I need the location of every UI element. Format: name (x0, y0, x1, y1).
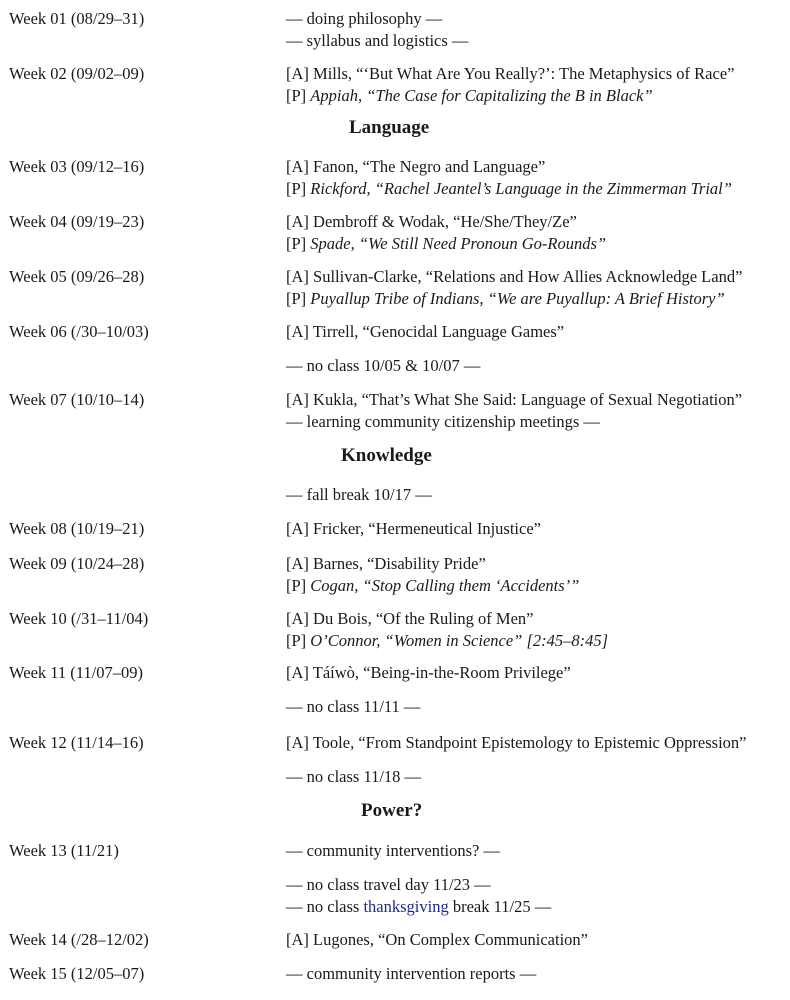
reading-prep: [P] Cogan, “Stop Calling them ‘Accidents’” (286, 576, 580, 595)
reading-assigned: [A] Lugones, “On Complex Communication” (286, 930, 588, 949)
week-label: Week 13 (11/21) (9, 841, 119, 860)
week-label: Week 15 (12/05–07) (9, 964, 145, 983)
note: — no class 10/05 & 10/07 — (286, 356, 481, 375)
section-heading-language: Language (349, 117, 430, 138)
week-label: Week 10 (/31–11/04) (9, 609, 149, 628)
week-label: Week 09 (10/24–28) (9, 554, 145, 573)
week-label: Week 04 (09/19–23) (9, 212, 145, 231)
reading-assigned: [A] Mills, “‘But What Are You Really?’: The Metaphysics of Race” (286, 64, 735, 83)
week-label: Week 08 (10/19–21) (9, 519, 145, 538)
week-label: Week 02 (09/02–09) (9, 64, 145, 83)
week-label: Week 14 (/28–12/02) (9, 930, 149, 949)
week-label: Week 05 (09/26–28) (9, 267, 145, 286)
note: — no class 11/18 — (286, 767, 422, 786)
reading-prep: [P] Puyallup Tribe of Indians, “We are Puyallup: A Brief History” (286, 289, 725, 308)
reading-assigned: [A] Fricker, “Hermeneutical Injustice” (286, 519, 541, 538)
reading-assigned: [A] Barnes, “Disability Pride” (286, 554, 486, 573)
reading-prep: [P] Appiah, “The Case for Capitalizing the B in Black” (286, 86, 653, 105)
reading-assigned: [A] Táíwò, “Being-in-the-Room Privilege” (286, 663, 571, 682)
week-label: Week 07 (10/10–14) (9, 390, 145, 409)
note: — syllabus and logistics — (286, 31, 469, 50)
week-label: Week 01 (08/29–31) (9, 9, 145, 28)
reading-assigned: [A] Dembroff & Wodak, “He/She/They/Ze” (286, 212, 577, 231)
section-heading-knowledge: Knowledge (341, 445, 432, 466)
reading-prep: [P] O’Connor, “Women in Science” [2:45–8:45] (286, 631, 609, 650)
reading-prep: [P] Rickford, “Rachel Jeantel’s Language in the Zimmerman Trial” (286, 179, 732, 198)
week-label: Week 03 (09/12–16) (9, 157, 145, 176)
section-heading-power: Power? (361, 800, 423, 821)
reading-assigned: [A] Sullivan-Clarke, “Relations and How Allies Acknowledge Land” (286, 267, 743, 286)
note: — no class travel day 11/23 — (286, 875, 491, 894)
note: — community intervention reports — (286, 964, 537, 983)
week-label: Week 12 (11/14–16) (9, 733, 144, 752)
note: — no class thanksgiving break 11/25 — (286, 897, 552, 916)
note: — doing philosophy — (286, 9, 443, 28)
week-label: Week 11 (11/07–09) (9, 663, 143, 682)
note: — learning community citizenship meetings — (286, 412, 600, 431)
thanksgiving-link[interactable]: thanksgiving (363, 897, 449, 916)
reading-assigned: [A] Tirrell, “Genocidal Language Games” (286, 322, 565, 341)
note: — no class 11/11 — (286, 697, 421, 716)
reading-assigned: [A] Kukla, “That’s What She Said: Language of Sexual Negotiation” (286, 390, 743, 409)
reading-prep: [P] Spade, “We Still Need Pronoun Go-Rounds” (286, 234, 607, 253)
reading-assigned: [A] Du Bois, “Of the Ruling of Men” (286, 609, 534, 628)
reading-assigned: [A] Fanon, “The Negro and Language” (286, 157, 546, 176)
week-label: Week 06 (/30–10/03) (9, 322, 149, 341)
note: — fall break 10/17 — (286, 485, 432, 504)
note: — community interventions? — (286, 841, 501, 860)
reading-assigned: [A] Toole, “From Standpoint Epistemology to Epistemic Oppression” (286, 733, 747, 752)
